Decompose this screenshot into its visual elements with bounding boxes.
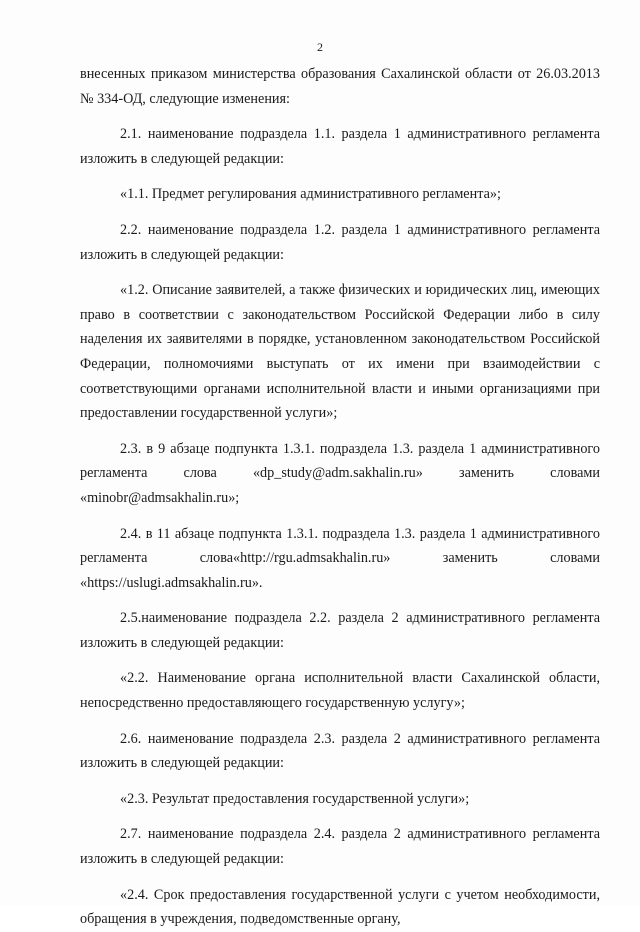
document-body: [80, 62, 600, 932]
paragraph-2-2-quote: «1.2. Описание заявителей, а также физических и юридических лиц, имеющих право в соответствии с законодательством Российской Федерации либо в силу наделения их заявителями в порядке, установленном законодательством Российской Федерации, полномочиями выступать от их имени при взаимодействии с соответствующими органами исполнительной власти и иными организациями при предоставлении государственной услуги»;: [80, 282, 600, 422]
page-number: 2: [317, 40, 323, 54]
paragraph-2-7-quote: «2.4. Срок предоставления государственной услуги с учетом необходимости, обращения в учреждения, подведомственные органу,: [80, 886, 600, 928]
paragraph-2-1-quote: «1.1. Предмет регулирования административного регламента»;: [120, 186, 501, 203]
paragraph-2-1: 2.1. наименование подраздела 1.1. раздела 1 административного регламента изложить в следующей редакции:: [80, 126, 600, 167]
paragraph-2-7: 2.7. наименование подраздела 2.4. раздела 2 административного регламента изложить в следующей редакции:: [80, 826, 600, 868]
paragraph-2-3: 2.3. в 9 абзаце подпункта 1.3.1. подраздела 1.3. раздела 1 административного регламента слова «dp_study@adm.sakhalin.ru» заменить словами «minobr@admsakhalin.ru»;: [80, 440, 600, 506]
paragraph-2-6-quote: «2.3. Результат предоставления государственной услуги»;: [120, 790, 470, 807]
paragraph-2-2: 2.2. наименование подраздела 1.2. раздела 1 административного регламента изложить в следующей редакции:: [80, 221, 600, 263]
paragraph-2-5-quote: «2.2. Наименование органа исполнительной власти Сахалинской области, непосредственно предоставляющего государственную услугу»;: [80, 670, 600, 712]
paragraph-2-5: 2.5.наименование подраздела 2.2. раздела 2 административного регламента изложить в следующей редакции:: [80, 610, 600, 651]
paragraph-intro: внесенных приказом министерства образования Сахалинской области от 26.03.2013 № 334-ОД, следующие изменения:: [80, 66, 600, 107]
paragraph-2-4: 2.4. в 11 абзаце подпункта 1.3.1. подраздела 1.3. раздела 1 административного регламента слова«http://rgu.admsakhalin.ru» заменить словами «https://uslugi.admsakhalin.ru».: [80, 525, 600, 591]
paragraph-2-6: 2.6. наименование подраздела 2.3. раздела 2 административного регламента изложить в следующей редакции:: [80, 730, 600, 772]
